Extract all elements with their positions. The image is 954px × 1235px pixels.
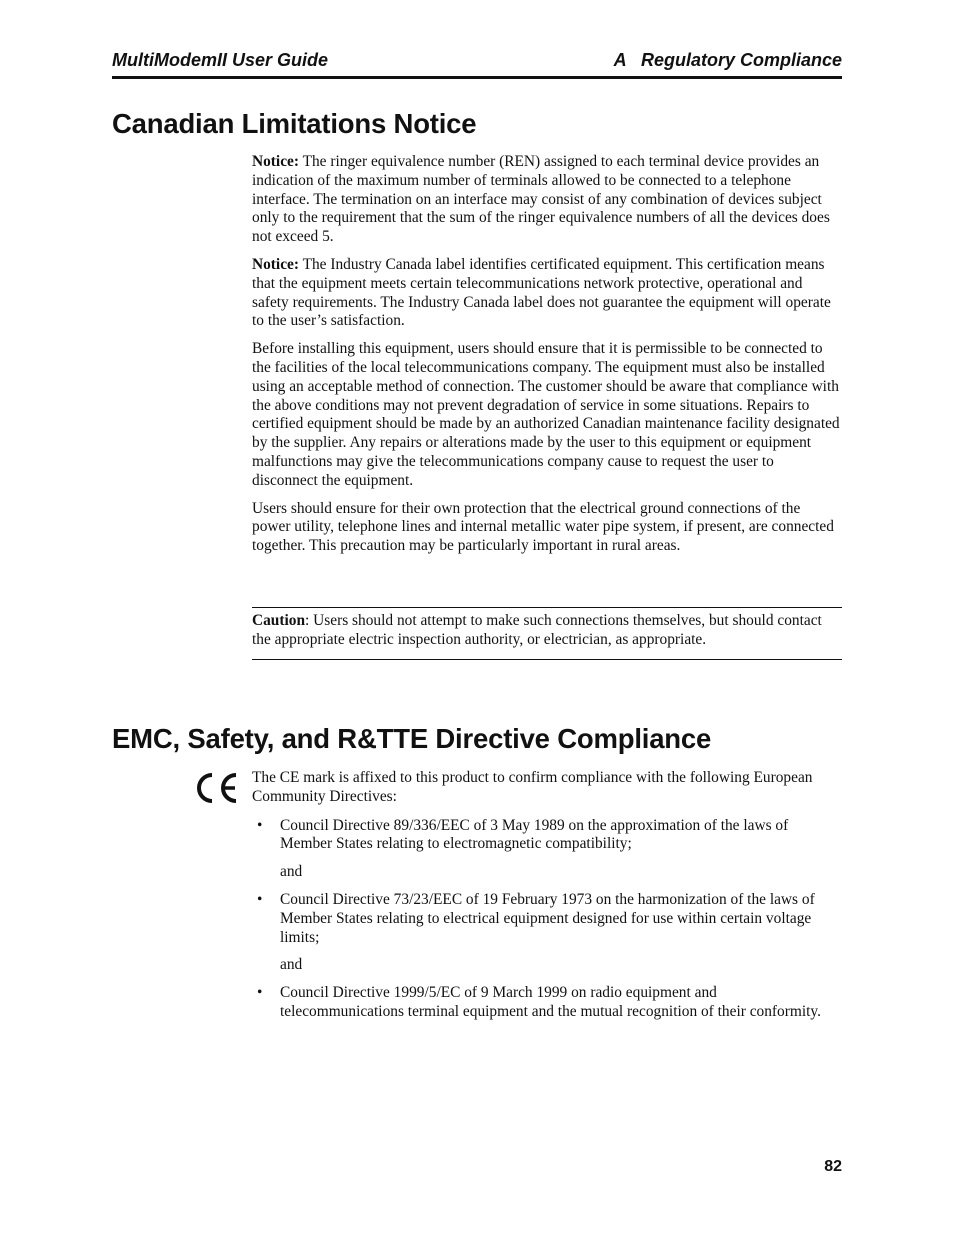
- list-item: [252, 984, 842, 1022]
- ce-mark-icon: [194, 770, 238, 806]
- ce-intro-paragraph: The CE mark is affixed to this product to confirm compliance with the following European Community Directives:: [252, 769, 813, 805]
- installation-paragraph: Before installing this equipment, users should ensure that it is permissible to be connected to the facilities of the local telecommunications company. The equipment must also be installed using an acceptable method of connection. The customer should be aware that compliance with the above conditions may not prevent degradation of service in some situations. Repairs to certified equipment should be made by an authorized Canadian maintenance facility designated by the supplier. Any repairs or alterations made by the user to this equipment or equipment malfunctions may give the telecommunications company cause to request the user to disconnect the equipment.: [252, 340, 840, 489]
- grounding-paragraph: Users should ensure for their own protection that the electrical ground connections of the power utility, telephone lines and internal metallic water pipe system, if present, are connected together. This precaution may be particularly important in rural areas.: [252, 499, 834, 555]
- notice-paragraph-2: [252, 256, 842, 331]
- notice-text: The Industry Canada label identifies certificated equipment. This certification means that the equipment meets certain telecommunications network protective, operational and safety requirements. The Industry Canada label does not guarantee the equipment will operate to the user’s satisfaction.: [252, 255, 831, 330]
- caution-box: [252, 607, 842, 660]
- notice-paragraph-1: [252, 153, 842, 247]
- bullet-marker: •: [257, 984, 263, 1002]
- page-number: 82: [824, 1158, 842, 1175]
- page-header: [112, 49, 842, 79]
- caution-label: Caution: [252, 612, 306, 629]
- header-chapter-title: A Regulatory Compliance: [613, 50, 842, 70]
- and-connector: and: [280, 863, 303, 881]
- caution-text: : Users should not attempt to make such connections themselves, but should contact the appropriate electric inspection authority, or electrician, as appropriate.: [252, 612, 822, 648]
- caution-paragraph: [252, 612, 842, 650]
- notice-label: Notice:: [252, 255, 299, 273]
- list-item: [252, 817, 842, 855]
- list-item: [252, 891, 842, 947]
- section-title-emc-compliance: EMC, Safety, and R&TTE Directive Compliance: [112, 723, 712, 754]
- section-title-canadian-limitations: Canadian Limitations Notice: [112, 108, 477, 139]
- emc-compliance-body: [252, 769, 842, 1031]
- bullet-marker: •: [257, 890, 263, 908]
- notice-text: The ringer equivalence number (REN) assigned to each terminal device provides an indication of the maximum number of terminals allowed to be connected to a telephone interface. The termination on an interface may consist of any combination of devices subject only to the requirement that the sum of the ringer equivalence numbers of all the devices does not exceed 5.: [252, 153, 830, 246]
- canadian-notice-body: [252, 153, 842, 565]
- header-document-title: MultiModemII User Guide: [112, 50, 329, 70]
- bullet-marker: •: [257, 816, 263, 834]
- list-item-text: Council Directive 89/336/EEC of 3 May 1989 on the approximation of the laws of Member States relating to electromagnetic compatibility;: [280, 816, 789, 853]
- and-connector: and: [280, 956, 303, 974]
- list-item-text: Council Directive 73/23/EEC of 19 February 1973 on the harmonization of the laws of Member States relating to electrical equipment designed for use within certain voltage limits;: [280, 890, 815, 946]
- notice-label: Notice:: [252, 153, 299, 170]
- list-item-text: Council Directive 1999/5/EC of 9 March 1999 on radio equipment and telecommunications terminal equipment and the mutual recognition of their conformity.: [280, 984, 821, 1020]
